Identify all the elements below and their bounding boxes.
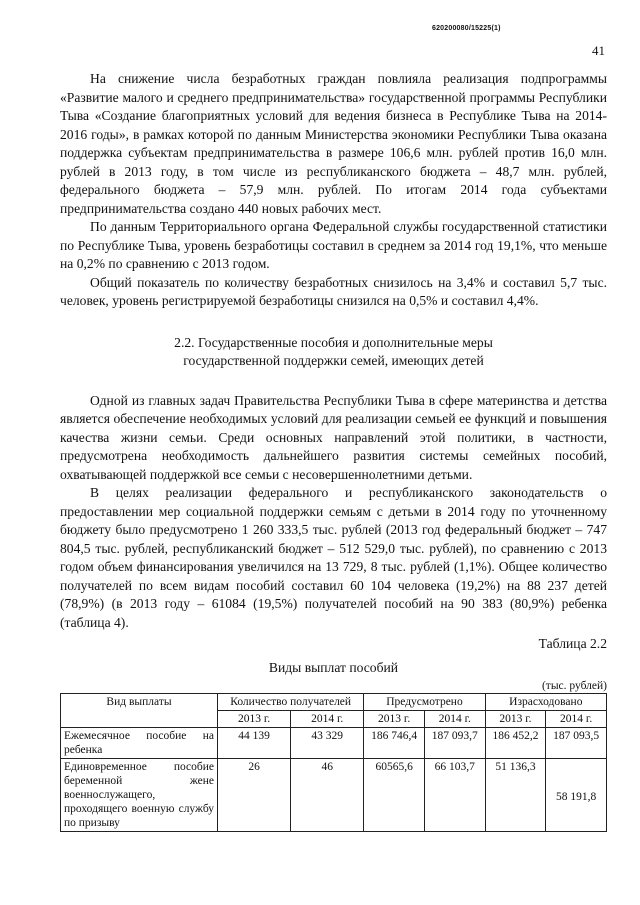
col-header-year: 2014 г. xyxy=(546,711,607,728)
col-header-type: Вид выплаты xyxy=(61,694,218,728)
document-code: 620200080/15225(1) xyxy=(432,25,501,32)
table-title: Виды выплат пособий xyxy=(268,659,399,675)
cell-spent-2013: 51 136,3 xyxy=(485,759,546,832)
paragraph: На снижение числа безработных граждан повлияла реализация подпрограммы «Развитие малого и среднего предпринимательства» государственной программы Республики Тыва «Создание благоприятных условий для ведения бизнеса в Республике Тыва на 2014-2016 годы», в рамках которой по данным Министерства экономики Республики Тыва оказана поддержка субъектам предпринимательства в размере 106,6 млн. рублей против 16,0 млн. рублей в 2013 году, в том числе из республиканского бюджета – 48,7 млн. рублей, федерального бюджета – 57,9 млн. рублей. По итогам 2014 года субъектами предпринимательства создано 440 новых рабочих мест. xyxy=(60,71,607,216)
col-header-year: 2013 г. xyxy=(218,711,291,728)
document-body xyxy=(60,70,607,832)
cell-planned-2014: 187 093,7 xyxy=(424,728,485,759)
cell-planned-2014: 66 103,7 xyxy=(424,759,485,832)
benefits-table xyxy=(60,693,607,832)
col-header-year: 2014 г. xyxy=(424,711,485,728)
section-heading xyxy=(60,334,607,371)
table-units: (тыс. рублей) xyxy=(541,680,607,692)
cell-planned-2013: 60565,6 xyxy=(364,759,425,832)
cell-spent-2014 xyxy=(546,759,607,832)
table-row xyxy=(61,759,607,832)
paragraph: В целях реализации федерального и республиканского законодательств о предоставлении мер социальной поддержки семьям с детьми в 2014 году по уточненному бюджету было предусмотрено 1 260 333,5 тыс. рублей (2013 год федеральный бюджет – 747 804,5 тыс. рублей, республиканский бюджет – 512 529,0 тыс. рублей), по сравнению с 2013 годом объем финансирования увеличился на 13 729, 8 тыс. рублей (1,1%). Общее количество получателей по всем видам пособий составил 60 104 человека (19,2%) на 88 237 детей (78,9%) (в 2013 году – 61084 (19,5%) получателей пособий на 90 383 (80,9%) ребенка (таблица 4). xyxy=(60,485,607,630)
col-header-spent: Израсходовано xyxy=(485,694,606,711)
cell-benefit-name: Единовременное пособие беременной жене военнослужащего, проходящего военную службу по призыву xyxy=(61,759,218,832)
paragraph: Одной из главных задач Правительства Республики Тыва в сфере материнства и детства является обеспечение необходимых условий для реализации семьей ее функций и повышения качества жизни семьи. Среди основных направлений этой политики, в частности, предусмотрена необходимость дальнейшего развития системы семейных пособий, охватывающей поддержкой все семьи с несовершеннолетними детьми. xyxy=(60,392,607,482)
paragraph: По данным Территориального органа Федеральной службы государственной статистики по Республике Тыва, уровень безработицы составил в среднем за 2014 год 19,1%, что меньше на 0,2% по сравнению с 2013 годом. xyxy=(60,219,607,271)
section-heading-line: государственной поддержки семей, имеющих детей xyxy=(183,353,484,368)
col-header-year: 2014 г. xyxy=(291,711,364,728)
section-heading-line: 2.2. Государственные пособия и дополнительные меры xyxy=(174,334,493,350)
cell-count-2014: 46 xyxy=(291,759,364,832)
page-number: 41 xyxy=(592,43,605,58)
paragraph: Общий показатель по количеству безработных снизилось на 3,4% и составил 5,7 тыс. человек, уровень регистрируемой безработицы снизился на 0,5% и составил 4,4%. xyxy=(60,274,607,308)
table-label: Таблица 2.2 xyxy=(538,636,607,651)
cell-count-2013: 44 139 xyxy=(218,728,291,759)
cell-spent-2014: 187 093,5 xyxy=(546,728,607,759)
cell-planned-2013: 186 746,4 xyxy=(364,728,425,759)
cell-spent-2013: 186 452,2 xyxy=(485,728,546,759)
col-header-year: 2013 г. xyxy=(485,711,546,728)
col-header-count: Количество получателей xyxy=(218,694,364,711)
cell-spent-2014-value: 58 191,8 xyxy=(556,791,597,803)
col-header-year: 2013 г. xyxy=(364,711,425,728)
cell-benefit-name: Ежемесячное пособие на ребенка xyxy=(61,728,218,759)
col-header-planned: Предусмотрено xyxy=(364,694,485,711)
table-header-row xyxy=(61,694,607,711)
table-row xyxy=(61,728,607,759)
cell-count-2013: 26 xyxy=(218,759,291,832)
cell-count-2014: 43 329 xyxy=(291,728,364,759)
